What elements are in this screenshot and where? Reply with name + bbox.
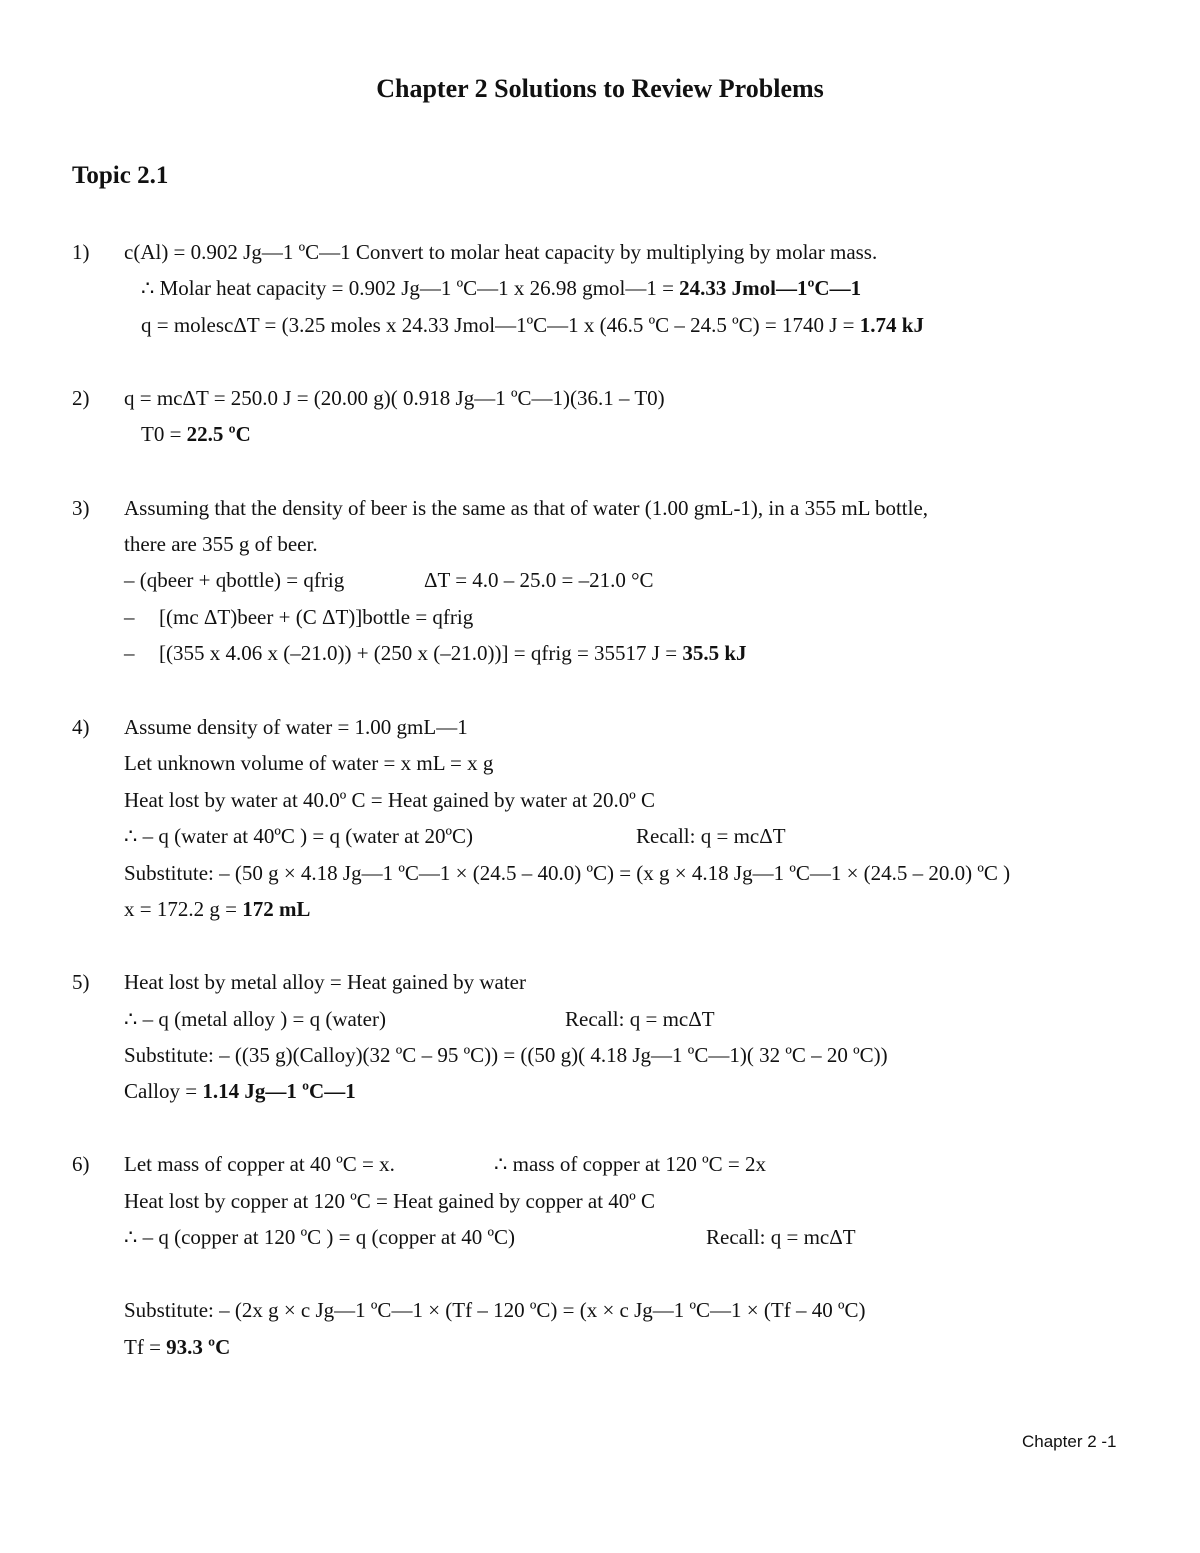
problem-6-line-3b: Recall: q = mcΔT [706, 1225, 856, 1249]
problem-4-number: 4) [72, 715, 90, 739]
problem-4-line-5: Substitute: – (50 g × 4.18 Jg—1 ºC—1 × (24.5 – 40.0) ºC) = (x g × 4.18 Jg—1 ºC—1 × (24.5 – 20.0) ºC ) [124, 861, 1011, 885]
problem-5-number: 5) [72, 970, 90, 994]
problem-3-answer: 35.5 kJ [682, 641, 747, 665]
problem-2-answer: 22.5 ºC [186, 422, 251, 446]
problem-4-line-2: Let unknown volume of water = x mL = x g [124, 751, 494, 775]
problem-1-line-3 [141, 313, 924, 338]
problem-4-answer: 172 mL [242, 897, 311, 921]
problem-5-line-2b: Recall: q = mcΔT [565, 1007, 715, 1031]
page-title: Chapter 2 Solutions to Review Problems [376, 74, 824, 103]
problem-1-heat-answer: 1.74 kJ [859, 313, 924, 337]
problem-3-number: 3) [72, 496, 90, 520]
problem-6-line-3a: ∴ – q (copper at 120 ºC ) = q (copper at 40 ºC) [124, 1225, 516, 1249]
problem-6-answer: 93.3 ºC [166, 1335, 231, 1359]
problem-6-line-4: Substitute: – (2x g × c Jg—1 ºC—1 × (Tf – 120 ºC) = (x × c Jg—1 ºC—1 × (Tf – 40 ºC) [124, 1298, 866, 1322]
problem-4-line-3: Heat lost by water at 40.0º C = Heat gained by water at 20.0º C [124, 788, 656, 812]
problem-6-number: 6) [72, 1152, 90, 1176]
problem-5-line-1: Heat lost by metal alloy = Heat gained by water [124, 970, 526, 994]
problem-1-line-2 [141, 276, 861, 301]
problem-3-line-1: Assuming that the density of beer is the same as that of water (1.00 gmL-1), in a 355 mL bottle, [124, 496, 929, 520]
problem-3-line-4-dash: – [124, 605, 135, 629]
problem-1-molar-heat-capacity-answer: 24.33 Jmol—1ºC—1 [679, 276, 862, 300]
problem-1-line-3-text: q = molescΔT = (3.25 moles x 24.33 Jmol—1ºC—1 x (46.5 ºC – 24.5 ºC) = 1740 J = [141, 313, 860, 337]
problem-3-line-5-text: [(355 x 4.06 x (–21.0)) + (250 x (–21.0))] = qfrig = 35517 J = [159, 641, 683, 665]
problem-5-answer: 1.14 Jg—1 ºC—1 [202, 1079, 356, 1103]
problem-6-line-1b: ∴ mass of copper at 120 ºC = 2x [494, 1152, 767, 1176]
page-footer: Chapter 2 -1 [1022, 1432, 1117, 1451]
topic-heading: Topic 2.1 [72, 162, 169, 189]
problem-5-line-4 [124, 1079, 356, 1104]
problem-2-line-1: q = mcΔT = 250.0 J = (20.00 g)( 0.918 Jg—1 ºC—1)(36.1 – T0) [124, 386, 665, 410]
problem-2-number: 2) [72, 386, 90, 410]
problem-6-line-5 [124, 1335, 230, 1360]
problem-6-line-5-text: Tf = [124, 1335, 167, 1359]
problem-3-line-3b: ΔT = 4.0 – 25.0 = –21.0 °C [424, 568, 654, 592]
problem-4-line-4a: ∴ – q (water at 40ºC ) = q (water at 20ºC) [124, 824, 474, 848]
problem-5-line-2a: ∴ – q (metal alloy ) = q (water) [124, 1007, 386, 1031]
problem-3-line-2: there are 355 g of beer. [124, 532, 318, 556]
problem-6-line-1a: Let mass of copper at 40 ºC = x. [124, 1152, 395, 1176]
problem-3-line-4: [(mc ΔT)beer + (C ΔT)]bottle = qfrig [159, 605, 474, 629]
problem-4-line-6 [124, 897, 310, 922]
problem-3-line-5 [159, 641, 747, 666]
problem-1-number: 1) [72, 240, 90, 264]
problem-4-line-6-text: x = 172.2 g = [124, 897, 243, 921]
problem-4-line-4b: Recall: q = mcΔT [636, 824, 786, 848]
problem-4-line-1: Assume density of water = 1.00 gmL—1 [124, 715, 468, 739]
problem-3-line-3a: – (qbeer + qbottle) = qfrig [124, 568, 345, 592]
problem-3-line-5-dash: – [124, 641, 135, 665]
problem-5-line-4-text: Calloy = [124, 1079, 203, 1103]
problem-5-line-3: Substitute: – ((35 g)(Calloy)(32 ºC – 95 ºC)) = ((50 g)( 4.18 Jg—1 ºC—1)( 32 ºC – 20 ºC)) [124, 1043, 888, 1067]
problem-2-line-2 [141, 422, 251, 447]
problem-6-line-2: Heat lost by copper at 120 ºC = Heat gained by copper at 40º C [124, 1189, 656, 1213]
problem-2-line-2-text: T0 = [141, 422, 187, 446]
problem-1-line-1: c(Al) = 0.902 Jg—1 ºC—1 Convert to molar heat capacity by multiplying by molar mass. [124, 240, 878, 264]
problem-1-line-2-text: ∴ Molar heat capacity = 0.902 Jg—1 ºC—1 x 26.98 gmol—1 = [141, 276, 680, 300]
